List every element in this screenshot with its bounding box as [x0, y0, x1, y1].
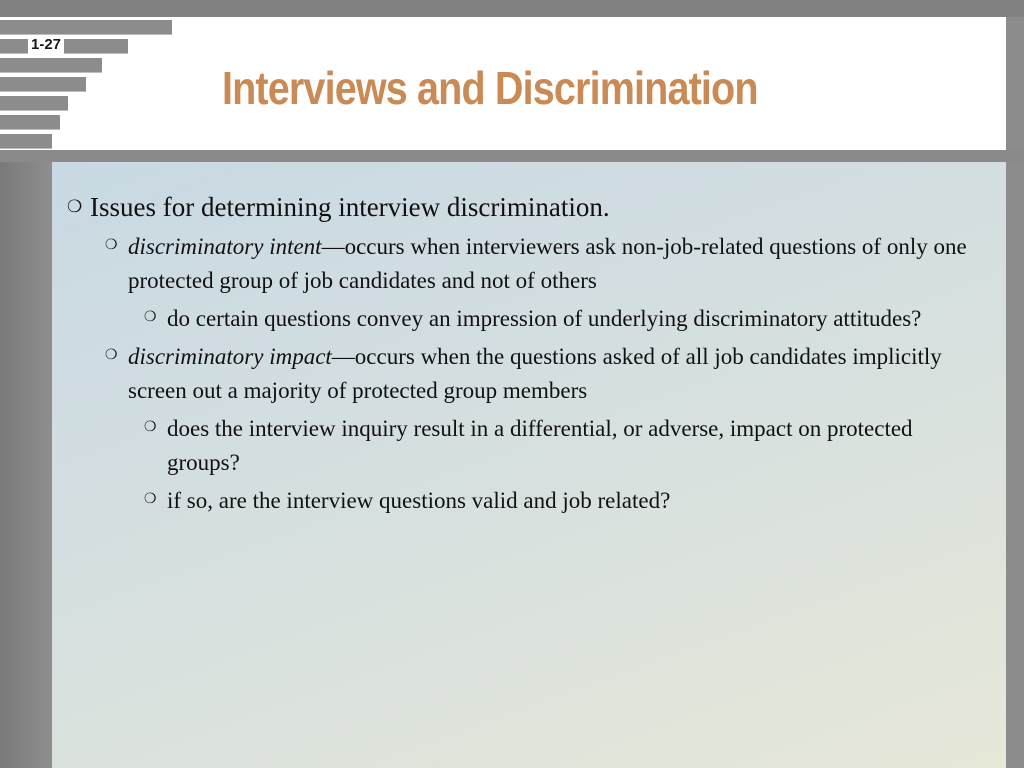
- em-dash: —: [331, 344, 355, 369]
- top-frame-band: [0, 0, 1024, 17]
- hollow-circle-bullet-icon: ❍: [144, 419, 157, 435]
- decorative-stair-bar: [0, 115, 60, 130]
- slide-title: Interviews and Discrimination: [222, 62, 758, 114]
- decorative-stair-bar: [0, 20, 172, 35]
- bullet-item-level-2: [52, 340, 968, 408]
- bullet-term: discriminatory intent: [128, 234, 322, 259]
- bullet-item-level-3: [52, 484, 987, 518]
- bullet-item-level-3: [52, 302, 987, 336]
- slide-number: 1-27: [28, 36, 64, 54]
- hollow-circle-bullet-icon: ❍: [144, 309, 157, 325]
- em-dash: —: [321, 234, 345, 259]
- bullet-text: Issues for determining interview discrimination.: [90, 192, 610, 222]
- decorative-stair-bar: [0, 77, 86, 92]
- bullet-term: discriminatory impact: [128, 344, 332, 369]
- header-divider-band: [0, 150, 1024, 162]
- content-area: [52, 162, 1006, 768]
- bullet-text: occurs when interviewers ask non-job-related questions of only one protected group of job candidates and not of others: [128, 234, 967, 293]
- bullet-item-level-3: [52, 412, 987, 480]
- bullet-list: [52, 190, 1006, 522]
- decorative-stair-bar: [0, 134, 52, 149]
- hollow-circle-bullet-icon: ❍: [105, 347, 118, 363]
- hollow-circle-bullet-icon: ❍: [105, 237, 118, 253]
- left-frame-strip: [0, 150, 52, 768]
- decorative-stair-bar: [0, 96, 68, 111]
- bullet-text: does the interview inquiry result in a differential, or adverse, impact on protected groups?: [167, 416, 913, 475]
- bullet-text: do certain questions convey an impression of underlying discriminatory attitudes?: [167, 306, 922, 331]
- bullet-text: if so, are the interview questions valid and job related?: [167, 488, 671, 513]
- bullet-text: occurs when the questions asked of all job candidates implicitly screen out a majority of protected group members: [128, 344, 942, 403]
- bullet-item-level-2: [52, 230, 968, 298]
- bullet-item-level-1: [52, 190, 970, 224]
- hollow-circle-bullet-icon: ❍: [144, 491, 157, 507]
- right-frame-strip: [1006, 17, 1024, 768]
- hollow-circle-bullet-icon: ❍: [67, 197, 83, 217]
- decorative-stair-bar: [0, 58, 102, 73]
